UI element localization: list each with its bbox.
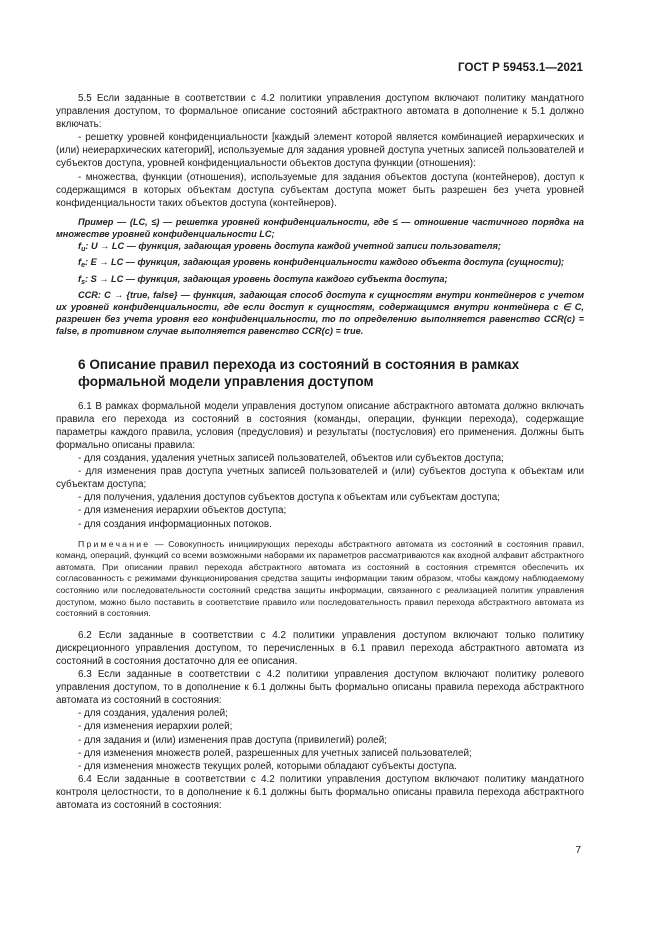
- document-body: [56, 92, 584, 812]
- fs-text: : S → LC — функция, задающая уровень доступа каждого субъекта доступа;: [84, 273, 448, 284]
- example-fs: [56, 273, 584, 289]
- list-item: - для изменения множеств текущих ролей, которыми обладают субъекты доступа.: [78, 760, 457, 772]
- note-text: — Совокупность инициирующих переходы абстрактного автомата из состояний в состояния правил, команд, операций, функций со всеми возможными наборами их параметров рассматриваются как входной алфавит абстрактного автомата. При описании правил перехода абстрактного автомата из состояний в состояния стремятся обеспечить их согласованность с режимами функционирования средства защиты информации таким образом, чтобы каждому наблюдаемому состоянию или последовательности состояний средства защиты информации, связанного с реализацией политик управления доступом, можно было поставить в соответствие правило или последовательность правил перехода абстрактного автомата из состояний в состояния.: [56, 538, 584, 619]
- page-number: 7: [575, 845, 581, 856]
- list-item: - для изменения иерархии ролей;: [78, 721, 233, 733]
- example-fu: [56, 240, 584, 256]
- list-item: - для создания информационных потоков.: [78, 518, 272, 530]
- example-fe: [56, 256, 584, 272]
- example-ccr: CCR: C → {true, false} — функция, задающая способ доступа к сущностям внутри контейнеров с учетом их уровней конфиденциальности, где если доступ к сущностям, содержащимся внутри контейнера c ∈ C, разрешен без учета уровня его конфиденциальности, то по определению выполняется равенство CCR(c) = false, в противном случае выполняется равенство CCR(c) = true.: [56, 289, 584, 337]
- section-6-title: 6 Описание правил перехода из состояний в состояния в рамках формальной модели управления доступом: [78, 356, 520, 389]
- note: [56, 539, 584, 620]
- list-item: - для изменения иерархии объектов доступа;: [78, 505, 287, 517]
- paragraph-6-1: 6.1 В рамках формальной модели управления доступом описание абстрактного автомата должно включать правила его перехода из состояний в состояния (команды, операции, функции перехода), содержащие параметры каждого правила, условия (предусловия) и результаты (постусловия) его применения. Должны быть формально описаны правила:: [56, 400, 584, 451]
- document-header: ГОСТ Р 59453.1—2021: [458, 62, 583, 74]
- fe-text: : E → LC — функция, задающая уровень конфиденциальности каждого объекта доступа (сущности);: [84, 257, 565, 268]
- list-item: - для изменения множеств ролей, разрешенных для учетных записей пользователей;: [78, 747, 472, 759]
- list-item: - для задания и (или) изменения прав доступа (привилегий) ролей;: [78, 734, 387, 746]
- list-item: - для создания, удаления учетных записей пользователей, объектов или субъектов доступа;: [78, 453, 504, 465]
- list-item: - множества, функции (отношения), используемые для задания объектов доступа (контейнеров), доступ к содержащимся в которых объектам доступа субъектам доступа может быть разрешен без учета уровней конфиденциальности таких объектов доступа (контейнеров).: [56, 171, 584, 209]
- list-item: - решетку уровней конфиденциальности [каждый элемент которой является комбинацией иерархических и (или) неиерархических категорий], используемые для задания уровней доступа учетных записей пользователей и субъектов доступа, уровней конфиденциальности объектов доступа функции (отношения):: [56, 132, 584, 170]
- list-item: - для получения, удаления доступов субъектов доступа к объектам или субъектам доступа;: [78, 492, 500, 504]
- fe-symbol: f: [78, 257, 82, 268]
- note-label: Примечание: [78, 538, 151, 549]
- list-item: - для изменения прав доступа учетных записей пользователей и (или) субъектов доступа к объектам или субъектам доступа;: [56, 466, 584, 491]
- paragraph-5-5: 5.5 Если заданные в соответствии с 4.2 политики управления доступом включают политику мандатного управления доступом, то формальное описание состояний абстрактного автомата в дополнение к 5.1 должно включать:: [56, 93, 584, 131]
- paragraph-6-3: 6.3 Если заданные в соответствии с 4.2 политики управления доступом включают политику ролевого управления доступом, то в дополнение к 6.1 должны быть формально описаны правила перехода абстрактного автомата из состояний в состояния:: [56, 669, 584, 707]
- example-line: Пример — (LC, ≤) — решетка уровней конфиденциальности, где ≤ — отношение частичного порядка на множестве уровней конфиденциальности LC;: [56, 216, 584, 240]
- fu-symbol: f: [78, 241, 82, 252]
- paragraph-6-2: 6.2 Если заданные в соответствии с 4.2 политики управления доступом включают только политику дискреционного управления доступом, то перечисленных в 6.1 правил перехода абстрактного автомата из состояний в состояния достаточно для ее описания.: [56, 629, 584, 667]
- fs-symbol: f: [78, 273, 82, 284]
- paragraph-6-4: 6.4 Если заданные в соответствии с 4.2 политики управления доступом включают политику мандатного контроля целостности, то в дополнение к 6.1 должны быть формально описаны правила перехода абстрактного автомата из состояний в состояния:: [56, 773, 584, 811]
- fu-subscript: u: [81, 246, 86, 254]
- fu-text: : U → LC — функция, задающая уровень доступа каждой учетной записи пользователя;: [85, 241, 501, 252]
- list-item: - для создания, удаления ролей;: [78, 708, 228, 720]
- fs-subscript: s: [81, 278, 85, 286]
- fe-subscript: e: [81, 262, 85, 270]
